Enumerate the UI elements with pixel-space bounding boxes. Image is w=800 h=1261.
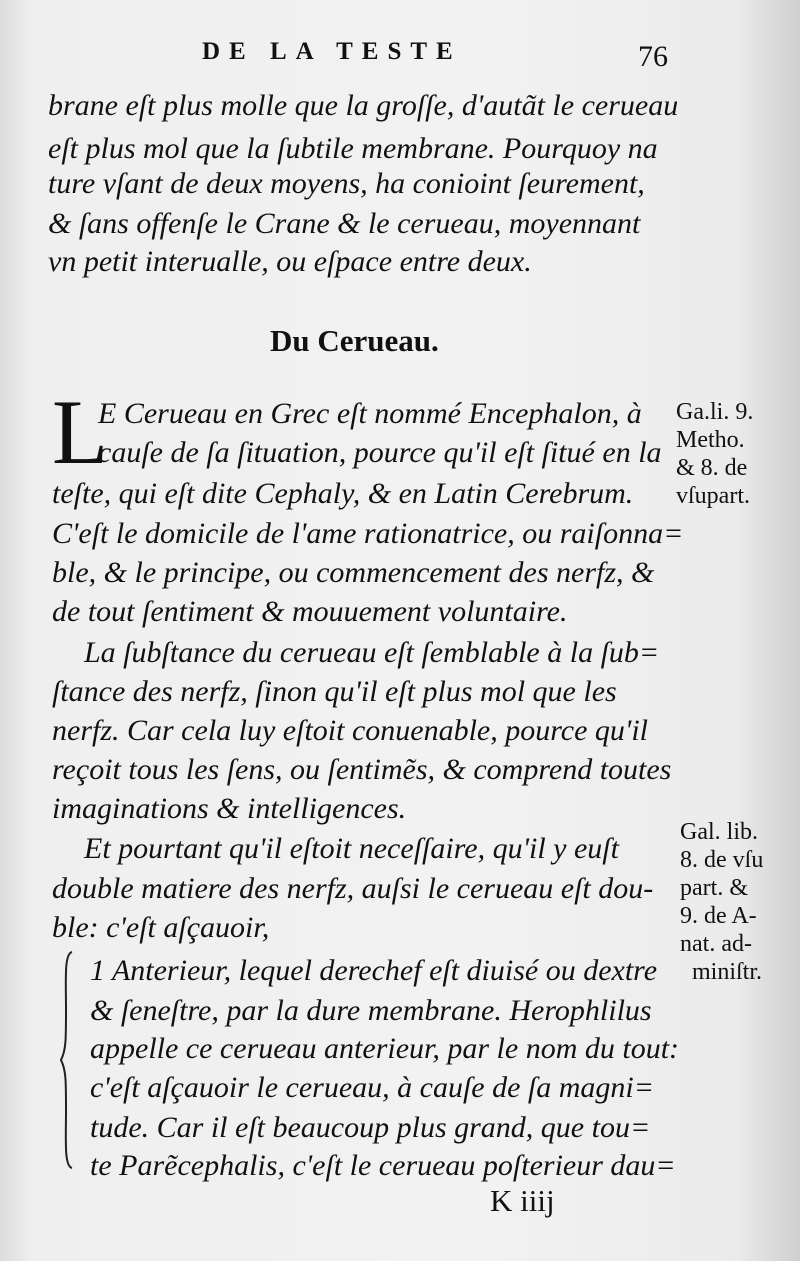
text-line: ture vſant de deux moyens, ha conioint ſeurement, — [48, 167, 645, 200]
text-line: tude. Car il eſt beaucoup plus grand, que tou= — [90, 1111, 651, 1144]
text-line: cauſe de ſa ſituation, pource qu'il eſt ſitué en la — [98, 436, 662, 469]
text-line: vn petit interualle, ou eſpace entre deux. — [48, 245, 532, 278]
marginal-note-line: part. & — [680, 875, 748, 901]
text-line: Et pourtant qu'il eſtoit neceſſaire, qu'il y euſt — [84, 832, 619, 865]
marginal-note-line: Gal. lib. — [680, 819, 758, 845]
text-line: ſtance des nerfz, ſinon qu'il eſt plus mol que les — [52, 675, 617, 708]
text-line: ble, & le principe, ou commencement des nerfz, & — [52, 556, 655, 589]
marginal-note-line: nat. ad- — [680, 931, 752, 957]
text-line: c'eſt aſçauoir le cerueau, à cauſe de ſa magni= — [90, 1071, 655, 1104]
text-line: 1 Anterieur, lequel derechef eſt diuisé ou dextre — [90, 954, 658, 987]
signature-mark: K iiij — [490, 1183, 555, 1218]
text-line: La ſubſtance du cerueau eſt ſemblable à la ſub= — [84, 636, 660, 669]
text-line: te Parẽcephalis, c'eſt le cerueau poſterieur dau= — [90, 1149, 676, 1182]
marginal-note-line: 9. de A- — [680, 903, 757, 929]
marginal-note-line: miniſtr. — [692, 959, 763, 985]
text-line: eſt plus mol que la ſubtile membrane. Pourquoy na — [48, 132, 658, 165]
section-heading: Du Cerueau. — [270, 323, 439, 358]
running-title: DE LA TESTE — [202, 38, 462, 65]
text-line: E Cerueau en Grec eſt nommé Encephalon, à — [98, 397, 642, 430]
text-line: double matiere des nerfz, auſsi le cerueau eſt dou- — [52, 872, 654, 905]
text-line: & ſans offenſe le Crane & le cerueau, moyennant — [48, 207, 641, 240]
text-line: imaginations & intelligences. — [52, 792, 407, 825]
text-line: appelle ce cerueau anterieur, par le nom du tout: — [90, 1032, 680, 1065]
page-number: 76 — [638, 40, 668, 73]
text-line: brane eſt plus molle que la groſſe, d'autãt le cerueau — [48, 89, 679, 122]
text-line: teſte, qui eſt dite Cephaly, & en Latin Cerebrum. — [52, 477, 634, 510]
marginal-note-line: Metho. — [676, 427, 745, 453]
marginal-note-line: vſupart. — [676, 483, 750, 509]
text-line: ble: c'eſt aſçauoir, — [52, 911, 270, 944]
drop-cap: L — [52, 381, 109, 483]
curly-brace-icon — [60, 950, 74, 1170]
text-line: nerfz. Car cela luy eſtoit conuenable, pource qu'il — [52, 714, 649, 747]
marginal-note-line: Ga.li. 9. — [676, 399, 754, 425]
marginal-note-line: 8. de vſu — [680, 847, 764, 873]
text-line: de tout ſentiment & mouuement voluntaire. — [52, 595, 568, 628]
text-line: reçoit tous les ſens, ou ſentimẽs, & comprend toutes — [52, 753, 672, 786]
marginal-note-line: & 8. de — [676, 455, 748, 481]
text-line: C'eſt le domicile de l'ame rationatrice, ou raiſonna= — [52, 517, 684, 550]
text-line: & ſeneſtre, par la dure membrane. Herophlilus — [90, 994, 652, 1027]
